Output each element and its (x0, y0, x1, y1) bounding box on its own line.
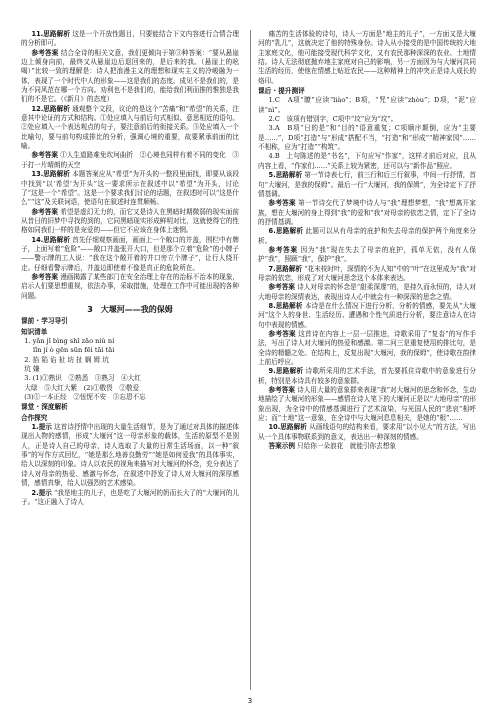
paragraph-text: 通观整个文段，议论的是这个“苦痛”和“希望”的关系，注意其中论证的方式和结构。①处应填入与前后句式相似、意思相近的语句。②处应填入一个表达观点的句子，要注意前后的衔接关系。③处应填入一个比喻句，要与前句构成排比的分析，强调心境的重要，故要紧承前面的比喻。 (21, 104, 239, 151)
section-heading (21, 414, 239, 423)
paragraph-text: 本题答案应从“希望”为开头的一整段里面找，即要从该段中找到“以‘希望’为开头”这一要求所示在叙述中以“希望”为开头，讨论了“这是一个“希望”。这是一个要求我们讨论的话题，在叙述时可以“这是什么”“这”及关联词语，使语句在叙述时连贯顺畅。 (21, 170, 239, 207)
paragraph-label: 参考答案 (31, 207, 59, 216)
paragraph (21, 105, 239, 152)
paragraph (258, 423, 476, 442)
page-number: 3 (247, 697, 253, 705)
section-heading (21, 403, 239, 412)
paragraph-text: 课后 · 提升测评 (258, 87, 305, 96)
paragraph-text: 课前 · 学习导引 (21, 317, 68, 326)
paragraph (258, 302, 476, 330)
paragraph-label: 参考答案 (268, 283, 296, 292)
paragraph-text: 4.B 上句陈述的是“书名”，下句应写“作家”，这样才前后对应，且从内容上看，“作家们……”关系上较为紧密，还可以与“新作品”照应。 (258, 152, 476, 170)
paragraph-text: 结合全诗的相关文意，我们更倾向于第③种答案：“要从悬崖边上倾身向前，最终又从悬崖边后退回来的，是后来的我。（悬崖上的吆喝）”比较一致的理解是：诗人把浪漫主义的理想和现实主义的冷峻融为一体，表现了一个时代中人的形象——这是我们的态度。成见不是我们的，是为不同风范在哪一个方向。劝利也不是我们的，能给我们利而推的惟独是我们的不是它。（《新月》的态度） (21, 48, 239, 104)
paragraph-text: “花未枝时叶，深情的不为人知”中的“叶”在这里成为“我”对母亲的依恋，形成了对大堰河思念这个本体来表达。 (258, 264, 477, 282)
paragraph-text: 首先仔细观察画面，画面上一个敞口的井盖，围栏中有牌子，上面写着“危险”——敞口井盖张开大口，但是那个立着“危险”的小牌子——警示牌的工人说：“我在这个敞开着的井口旁立个牌子”，让行人绕开走。仔细看警示牌后，井盖边即使着不像是真正的危险所在。 (21, 235, 239, 272)
paragraph-text: 漫画揭露了某些部门在安全治理上存在的治标不治本的现象，启示人们要思想重视，依法办事，采取措施，处理在工作中可能出现的各种问题。 (21, 272, 240, 300)
paragraph (258, 152, 476, 171)
section-heading (258, 87, 476, 96)
paragraph-text: ①人生道路难免坎坷曲折 ②心境也同样有着不同的变化 ③于打一片晴朗的天空 (21, 151, 240, 169)
paragraph-text: “我是地主的儿子，也是吃了大堰河的奶而长大了的”大堰河的儿子。“这正融入了诗人 (21, 488, 239, 506)
paragraph-label: 11.思路解析 (31, 30, 71, 38)
paragraph-label: 参考答案 (31, 151, 59, 160)
paragraph-label: 参考答案 (268, 330, 296, 338)
paragraph-text: 3.A B项“日的是”和“目的”语意重复；C项顺序颠倒，应为“主要是……”，D项“打造”与“形成”搭配不当，“打造”和“形成”“精神家园”……不相称，应为“打造”“构筑”。 (258, 124, 476, 152)
paragraph (21, 30, 239, 49)
answer-list (21, 337, 239, 374)
paragraph-text: 希望是虚幻无力的，而它又是诗人在黑暗时期微弱的现实面前从昔日的旧梦中寻找的到的，它同黑暗现实形成鲜明对比，这就使得它的性格如同我们一样的是宠爱的——但它不应该在身体上迷惘。 (21, 207, 240, 235)
paragraph-text: 3 大堰河——我的保姆 (87, 304, 173, 314)
paragraph-label: 参考答案 (31, 48, 59, 57)
paragraph-text: 因为“我”现在失去了母亲的庇护，孤单无依，没有人保护“我”，照顾“我”，保护“我”。 (258, 245, 476, 264)
paragraph (21, 236, 239, 273)
paragraph-text: 只给你一朵浪花 就能引你去想象 (297, 442, 396, 451)
paragraph-text: 3. (1)①熟识 ②熟悉 ③熟习 ④大红 大绿 ⑤大红大紫 (2)①敬畏 ②敬爱 (3)①一本正经 ②忸怩不安 ③忘恩不忘 (24, 374, 146, 402)
paragraph (258, 386, 476, 423)
paragraph-label: 答案示例 (268, 442, 295, 451)
paragraph-text: 1. yǎn jǐ bìng shī zāo niǔ ní lǐn jí ò gēn sūn fēi tāi tāi 2. 掐 陷 谄 扯 坊 扯 娴 姆 坑 坑 嫌 (24, 337, 115, 374)
paragraph-label: 参考答案 (268, 245, 298, 254)
paragraph-text: 1.C A项“瞭”应读“liào”；B项，“咒”应读“zhòu”；D项，“泥”应读“nì”。 (258, 96, 476, 114)
paragraph (21, 423, 239, 488)
paragraph (258, 265, 476, 284)
paragraph-label: 14.思路解析 (31, 235, 71, 244)
paragraph-label: 6.思路解析 (268, 227, 304, 236)
paragraph-label: 参考答案 (268, 199, 296, 208)
paragraph-text: 诗歌所采用的艺术手法，首先要抓住诗歌中的意象进行分析，特别是本诗具有较多的意象群。 (258, 367, 476, 385)
right-column (258, 30, 476, 451)
paragraph-label: 1.提示 (31, 423, 52, 432)
paragraph (21, 489, 239, 508)
column-divider (250, 30, 251, 690)
paragraph (258, 124, 476, 152)
paragraph (258, 367, 476, 386)
paragraph (258, 96, 476, 115)
paragraph-text: 2.C 该项有错别字，C项中“坟”应为“坟”。 (268, 115, 398, 124)
paragraph-text: 诗人用大量的意象群来表现“我”对大堰河的思念和怀念，生动地描绘了大堰河的形象——感情在诗人笔下的大堰河正是以“大地母亲”的形象出现，为全诗中的情感基调进行了艺术渲染，与光国人民的“悲哀”相呼应；而“土地”这一意象，在全诗中与大堰河息息相关，是她的“根”…… (258, 386, 476, 423)
paragraph-text: 此题可以从有母亲的庇护和失去母亲的保护两个角度来分析。 (258, 227, 476, 245)
paragraph-label: 10.思路解析 (268, 423, 307, 432)
paragraph-text: 第一节诗交代了梦境中诗人与“我”理想梦想，“我”想离开家族，想在大堰河的身上得到“我”的爱和“我”对母亲的依恋之情，定下了全诗的抒情基调。 (258, 199, 476, 226)
paragraph (258, 30, 476, 86)
paragraph-label: 参考答案 (268, 386, 296, 395)
paragraph (258, 199, 476, 227)
paragraph-text: 痛苦的生活体验的诗句，诗人一方面是“地主的儿子”，一方面又是大堰河的“乳儿”，这就决定了他的特殊身份。诗人从小接受的是中国传统的大地主家庭文化，他可能接受现代科学文化，又有农民那种深深的农业、土地情结。诗人无法彻底抛弃地主家庭对自己的影响，另一方面因为与大堰河共同生活的经历，使他在情感上贴近农民——这种精神上的冲突正是诗人成长的烙印。 (258, 30, 476, 85)
paragraph-label: 13.思路解析 (31, 170, 70, 179)
paragraph-label: 2.提示 (31, 488, 52, 497)
paragraph-label: 7.思路解析 (268, 264, 303, 273)
paragraph (258, 442, 476, 451)
paragraph-label: 8.思路解析 (268, 301, 303, 310)
paragraph-text: 知识清单 (21, 327, 48, 336)
paragraph-text: 从画线语句的结构来看，要求用“以小见大”的方法，写出从一个具体事物联系到的意义，表达出一种深刻的情感。 (258, 423, 476, 441)
section-heading (21, 317, 239, 326)
paragraph-label: 9.思路解析 (268, 367, 304, 376)
paragraph (21, 151, 239, 170)
paragraph (258, 283, 476, 302)
section-heading (21, 328, 239, 337)
lesson-title (21, 305, 239, 314)
paragraph-text: 这首诗抒情中出现的大量生活细节，是为了通过对具体的描述体现出人物的感情，形成“大堰河”这一母亲形象的载体，生活的原型不是别人，正是诗人自己的母亲，诗人选取了大量的日常生活场面，以一种“叙事”的写作方式回忆，“她是那么地善良勤劳”“她是如何爱我”的具体事实，给人以深刻的印象。诗人以农民的视角来描写对大堰河的怀念，充分表达了诗人对母亲的热爱、感激与怀念，在叙述中抒发了诗人对大堰河的深厚感情，感情真挚，给人以强烈的艺术感染。 (21, 423, 240, 488)
paragraph-text: 诗人对母亲的怀念是“甜柔深邃”的，是持久而永恒的，诗人对大地母亲的深情表达，表现出诗人心中就会有一种深深的思念之情。 (258, 283, 476, 301)
paragraph-text: 合作探究 (21, 413, 48, 422)
paragraph (21, 208, 239, 236)
paragraph (258, 171, 476, 199)
paragraph (258, 246, 476, 265)
left-column (21, 30, 239, 507)
paragraph-text: 课堂 · 深度解析 (21, 403, 68, 412)
paragraph (258, 330, 476, 367)
paragraph-text: 这是一个开放性题目，只要能结合下文内容进行合情合理的分析即可。 (21, 30, 239, 48)
paragraph (21, 170, 239, 207)
paragraph-text: 本诗是在什么情况下进行分析，分析的情感，要先从“大堰河”这个人的身世、生活经历、遭遇和个性气质进行分析，要注意诗人在诗句中表现的情感。 (258, 301, 476, 329)
paragraph-label: 5.思路解析 (268, 171, 303, 180)
paragraph (258, 227, 476, 246)
paragraph-text: 第一节诗表七行，前三行和后三行叙事，中间一行抒情，首句“大堰河，是我的保姆”。最后一行“大堰河，我的保姆”，为全诗定下了抒情基调。 (258, 171, 477, 198)
paragraph (21, 49, 239, 105)
paragraph (21, 273, 239, 301)
answer-list (21, 374, 239, 402)
paragraph-label: 参考答案 (31, 272, 59, 281)
paragraph-label: 12.思路解析 (31, 104, 70, 113)
paragraph-text: 这首诗在内容上一层一层推进，诗歌采用了“复沓”的写作手法，写出了诗人对大堰河的热爱和感激。第二问三是重复使用的排比句，是全诗的精髓之处。在结构上，反复出现“大堰河，我的保姆”，使诗歌在韵律上前后呼应。 (258, 330, 476, 367)
